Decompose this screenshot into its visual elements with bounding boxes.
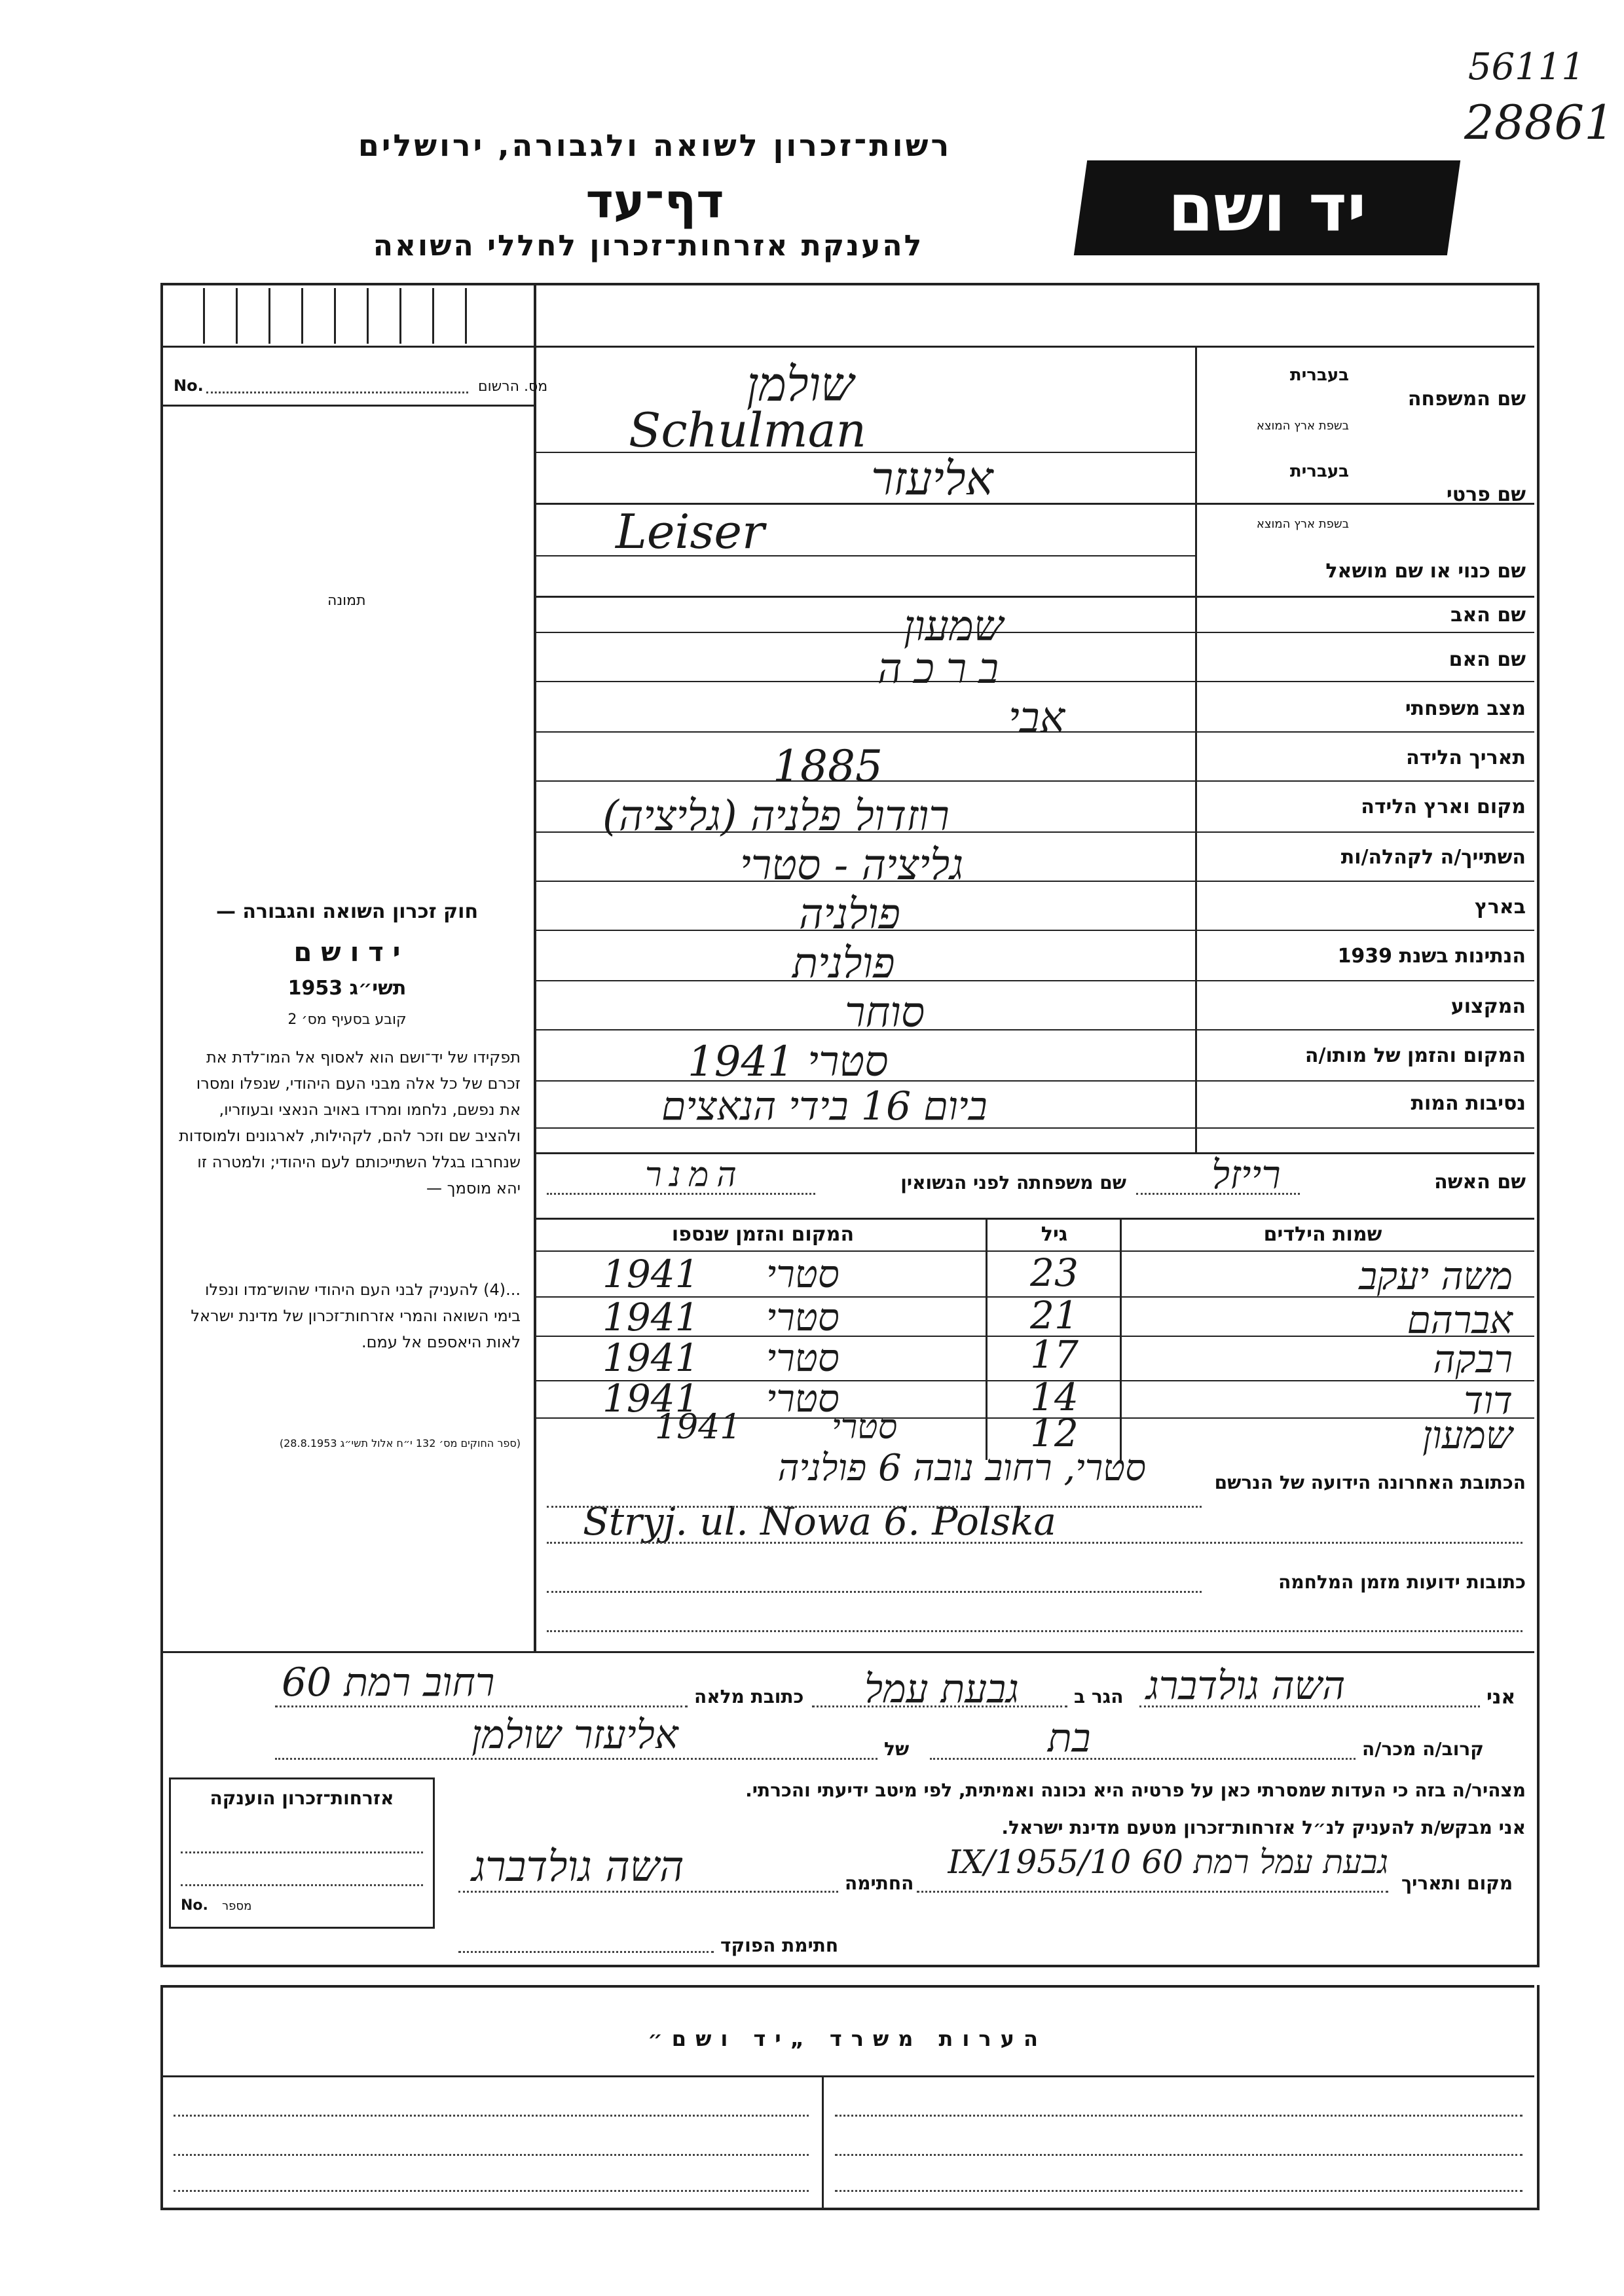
law-section: קובע בסעיף מס׳ 2 <box>287 1011 407 1028</box>
birth-place-label: מקום וארץ הלידה <box>1361 795 1526 818</box>
officer-label: חתימת הפוקד <box>720 1935 839 1956</box>
birth-date-value[interactable]: 1885 <box>773 741 883 792</box>
mother-label: שם האם <box>1449 648 1526 671</box>
child-age[interactable]: 14 <box>1030 1375 1079 1419</box>
grant-box-no: No. <box>181 1897 208 1914</box>
community-value[interactable]: גליציה - סטרי <box>740 841 964 890</box>
child-year[interactable]: 1941 <box>602 1252 699 1296</box>
citizenship-label: הנתינות בשנת 1939 <box>1337 945 1526 968</box>
community-label: השתייך/ה לקהלה/ות <box>1340 846 1526 869</box>
first-name-value-he[interactable]: אליעזר <box>871 452 993 505</box>
grant-box-title: אזרחות־זכרון הוענקה <box>210 1787 394 1809</box>
child-age[interactable]: 12 <box>1030 1411 1079 1455</box>
last-address-value-orig[interactable]: Stryj. ul. Nowa 6. Polska <box>583 1499 1056 1544</box>
wife-label: שם האשה <box>1434 1171 1526 1194</box>
child-age[interactable]: 23 <box>1030 1250 1079 1295</box>
law-citation: (ספר החוקים מס׳ 132 י״ח אלול תשי״ג 28.8.1953) <box>279 1437 521 1449</box>
child-name[interactable]: דוד <box>1464 1378 1513 1423</box>
registration-label: מס. הרשום <box>478 378 548 395</box>
marital-label: מצב משפחתי <box>1405 697 1526 720</box>
death-circ-label: נסיבות המות <box>1411 1092 1526 1115</box>
top-code: 56111 <box>1467 46 1585 88</box>
children-header-name: שמות הילדים <box>1263 1223 1382 1246</box>
declarant-i-label: אני <box>1486 1686 1516 1709</box>
children-header-place: המקום והזמן שנספו <box>671 1223 855 1246</box>
last-address-label: הכתובת האחרונה הידועה של הנרשם <box>1214 1472 1526 1493</box>
first-name-sub-orig: בשפת ארץ המוצא <box>1256 517 1349 531</box>
child-age[interactable]: 17 <box>1030 1332 1079 1377</box>
law-text-1: תפקידו של יד־ושם הוא לאסוף אל המו־לדת את זכרם של כל אלה מבני העם היהודי, שנפלו ומסרו את נפשם, נלחמו ומרדו באויב הנאצי ובעוזריו, ולהציב שם וזכר להם, לקהילות, לארגונים ולמוסדות שנחרבו בגלל השתייכותם לעם היהודי; ולמטרה זו יהא מוסמך — <box>179 1048 521 1197</box>
child-year[interactable]: 1941 <box>655 1408 742 1447</box>
family-name-value-he[interactable]: שולמן <box>747 357 855 412</box>
child-place[interactable]: סטרי <box>766 1336 840 1380</box>
signature-value[interactable]: השה גולדברג <box>471 1843 684 1891</box>
form-subtitle: להענקת אזרחות־זכרון לחללי השואה <box>373 229 924 263</box>
grant-box-no-he: מספר <box>222 1899 252 1913</box>
mother-value[interactable]: ברכה <box>877 645 1011 693</box>
place-date-value[interactable]: גבעת עמל רמת 60 10/IX/1955 <box>948 1843 1388 1881</box>
child-place[interactable]: סטרי <box>766 1376 840 1421</box>
address-value[interactable]: רחוב רמת 60 <box>282 1660 495 1705</box>
first-name-value-orig[interactable]: Leiser <box>616 504 765 559</box>
child-name[interactable]: רבקה <box>1433 1337 1513 1381</box>
law-heading: חוק זכרון השואה והגבורה — <box>215 900 479 923</box>
of-value[interactable]: אליעזר שולמן <box>471 1712 678 1758</box>
office-notes-title: הערות משרד „יד ושם״ <box>648 2026 1047 2051</box>
wife-maiden-label: שם משפחתה לפני הנשואין <box>900 1172 1126 1194</box>
photo-label: תמונה <box>327 592 366 609</box>
yad-vashem-logo: יד ושם <box>1074 160 1460 255</box>
code-boxes <box>190 288 530 344</box>
authority-line: רשות־זכרון לשואה ולגבורה, ירושלים <box>358 128 952 163</box>
law-name: י ד ו ש ם <box>293 938 401 968</box>
child-name[interactable]: אברהם <box>1407 1298 1513 1342</box>
country-value[interactable]: פולניה <box>799 890 900 939</box>
child-name[interactable]: משה יעקב <box>1359 1254 1513 1298</box>
child-year[interactable]: 1941 <box>602 1376 699 1421</box>
marital-value[interactable]: אבי <box>1008 694 1065 742</box>
registration-no-label: No. <box>174 376 204 395</box>
family-name-sub-he: בעברית <box>1289 365 1349 385</box>
address-label: כתובת מלאה <box>694 1686 804 1707</box>
child-age[interactable]: 21 <box>1030 1293 1079 1338</box>
children-header-age: גיל <box>1041 1223 1068 1246</box>
citizenship-value[interactable]: פולנית <box>792 939 895 988</box>
family-name-label: שם המשפחה <box>1407 388 1526 410</box>
declarant-name[interactable]: השה גולדברג <box>1146 1663 1346 1709</box>
father-label: שם האב <box>1450 604 1526 627</box>
wife-value[interactable]: רייזל <box>1211 1152 1281 1198</box>
signature-label: החתימה <box>845 1872 914 1894</box>
nickname-label: שם כנוי או שם מושאל <box>1325 560 1526 583</box>
office-notes-frame <box>160 1985 1540 2210</box>
resides-value[interactable]: גבעת עמל <box>864 1666 1019 1712</box>
of-label: של <box>884 1738 910 1760</box>
form-title: דף־עד <box>585 173 724 228</box>
declaration-text: מצהיר/ה בזה כי העדות שמסרתי כאן על פרטיה היא נכונה ואמיתית, לפי מיטב ידיעתי והכרתי. <box>745 1779 1526 1801</box>
profession-value[interactable]: סוחר <box>845 989 925 1037</box>
law-text-2: ...(4) להעניק לבני העם היהודי שהוש־מדו ונפלו בימי השואה והמרי אזרחות־זכרון של מדינת ישראל לאות היאספם אל עמם. <box>191 1281 521 1351</box>
country-label: בארץ <box>1474 896 1526 919</box>
child-place[interactable]: סטרי <box>766 1252 840 1296</box>
last-address-value-he[interactable]: סטרי, רחוב נובה 6 פולניה <box>777 1447 1146 1489</box>
war-addresses-label: כתובות ידועות מזמן המלחמה <box>1278 1571 1526 1593</box>
wife-maiden-value[interactable]: המנר <box>645 1156 745 1195</box>
relation-value[interactable]: בת <box>1048 1715 1091 1761</box>
request-text: אני מבקש/ת להעניק לנ״ל אזרחות־זכרון מטעם מדינת ישראל. <box>1001 1817 1526 1838</box>
first-name-sub-he: בעברית <box>1289 462 1349 481</box>
child-year[interactable]: 1941 <box>602 1336 699 1380</box>
place-date-label: מקום ותאריך <box>1401 1872 1513 1894</box>
law-year: תשי״ג 1953 <box>287 977 407 1000</box>
death-place-label: המקום והזמן של מותו/ה <box>1304 1044 1526 1067</box>
death-place-value[interactable]: סטרי 1941 <box>688 1038 889 1086</box>
death-circ-value[interactable]: ביום 16 בידי הנאצים <box>661 1084 987 1129</box>
file-number: 28861 <box>1464 95 1614 150</box>
child-place[interactable]: סטרי <box>766 1295 840 1339</box>
birth-place-value[interactable]: רוזדול פלניה (גליציה) <box>602 792 950 841</box>
relation-label: קרוב/ה מכר/ה <box>1362 1738 1484 1760</box>
child-year[interactable]: 1941 <box>602 1295 699 1339</box>
family-name-value-orig[interactable]: Schulman <box>629 403 866 458</box>
profession-label: המקצוע <box>1450 995 1526 1018</box>
child-name[interactable]: שמעון <box>1422 1413 1513 1457</box>
birth-date-label: תאריך הלידה <box>1406 746 1526 769</box>
father-value[interactable]: שמעון <box>904 602 1004 651</box>
grant-box <box>169 1777 435 1929</box>
first-name-label: שם פרטי <box>1446 483 1526 506</box>
resides-label: הגר ב <box>1074 1686 1124 1707</box>
child-place[interactable]: סטרי <box>832 1408 898 1447</box>
family-name-sub-orig: בשפת ארץ המוצא <box>1256 419 1349 433</box>
